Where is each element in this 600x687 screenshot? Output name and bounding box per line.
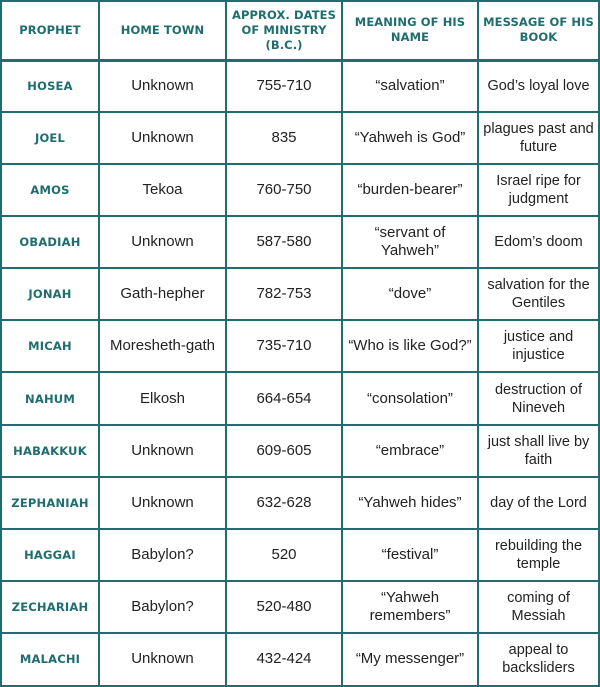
home-town-cell: Tekoa	[99, 164, 226, 216]
table-row	[2, 112, 598, 164]
dates-cell: 664-654	[226, 372, 342, 424]
message-cell: rebuilding the temple	[478, 529, 598, 581]
home-town-cell: Elkosh	[99, 372, 226, 424]
dates-cell: 755-710	[226, 60, 342, 112]
dates-cell: 782-753	[226, 268, 342, 320]
home-town-cell: Unknown	[99, 633, 226, 685]
table-row	[2, 268, 598, 320]
prophet-cell: ZECHARIAH	[2, 581, 99, 633]
dates-cell: 609-605	[226, 425, 342, 477]
table-row	[2, 477, 598, 529]
table-header	[2, 2, 598, 60]
table-row	[2, 633, 598, 685]
dates-cell: 735-710	[226, 320, 342, 372]
message-cell: day of the Lord	[478, 477, 598, 529]
home-town-cell: Unknown	[99, 60, 226, 112]
message-cell: appeal to backsliders	[478, 633, 598, 685]
meaning-cell: “burden-bearer”	[342, 164, 478, 216]
message-cell: Israel ripe for judgment	[478, 164, 598, 216]
meaning-cell: “festival”	[342, 529, 478, 581]
header-meaning: MEANING OF HIS NAME	[342, 2, 478, 60]
meaning-cell: “Yahweh remembers”	[342, 581, 478, 633]
prophet-cell: HAGGAI	[2, 529, 99, 581]
meaning-cell: “Yahweh is God”	[342, 112, 478, 164]
dates-cell: 632-628	[226, 477, 342, 529]
meaning-cell: “consolation”	[342, 372, 478, 424]
header-home-town: HOME TOWN	[99, 2, 226, 60]
message-cell: Edom’s doom	[478, 216, 598, 268]
home-town-cell: Unknown	[99, 477, 226, 529]
message-cell: God’s loyal love	[478, 60, 598, 112]
dates-cell: 760-750	[226, 164, 342, 216]
meaning-cell: “salvation”	[342, 60, 478, 112]
minor-prophets-table	[2, 2, 598, 685]
home-town-cell: Unknown	[99, 216, 226, 268]
prophet-cell: NAHUM	[2, 372, 99, 424]
meaning-cell: “servant of Yahweh”	[342, 216, 478, 268]
dates-cell: 587-580	[226, 216, 342, 268]
prophet-cell: HOSEA	[2, 60, 99, 112]
dates-cell: 520	[226, 529, 342, 581]
header-message: MESSAGE OF HIS BOOK	[478, 2, 598, 60]
prophet-cell: AMOS	[2, 164, 99, 216]
table-row	[2, 581, 598, 633]
header-prophet: PROPHET	[2, 2, 99, 60]
dates-cell: 835	[226, 112, 342, 164]
meaning-cell: “Who is like God?”	[342, 320, 478, 372]
home-town-cell: Unknown	[99, 425, 226, 477]
meaning-cell: “embrace”	[342, 425, 478, 477]
table-row	[2, 164, 598, 216]
meaning-cell: “dove”	[342, 268, 478, 320]
prophet-cell: JOEL	[2, 112, 99, 164]
table-body	[2, 60, 598, 685]
message-cell: just shall live by faith	[478, 425, 598, 477]
home-town-cell: Unknown	[99, 112, 226, 164]
message-cell: salvation for the Gentiles	[478, 268, 598, 320]
header-row	[2, 2, 598, 60]
meaning-cell: “Yahweh hides”	[342, 477, 478, 529]
prophet-cell: HABAKKUK	[2, 425, 99, 477]
table-row	[2, 60, 598, 112]
home-town-cell: Babylon?	[99, 581, 226, 633]
message-cell: justice and injustice	[478, 320, 598, 372]
table-row	[2, 529, 598, 581]
prophet-cell: MALACHI	[2, 633, 99, 685]
table-row	[2, 425, 598, 477]
table-row	[2, 320, 598, 372]
prophet-cell: MICAH	[2, 320, 99, 372]
header-dates: APPROX. DATES OF MINISTRY (B.C.)	[226, 2, 342, 60]
dates-cell: 520-480	[226, 581, 342, 633]
meaning-cell: “My messenger”	[342, 633, 478, 685]
prophet-cell: JONAH	[2, 268, 99, 320]
home-town-cell: Gath-hepher	[99, 268, 226, 320]
message-cell: destruction of Nineveh	[478, 372, 598, 424]
table-row	[2, 372, 598, 424]
message-cell: plagues past and future	[478, 112, 598, 164]
prophet-cell: OBADIAH	[2, 216, 99, 268]
message-cell: coming of Messiah	[478, 581, 598, 633]
home-town-cell: Moresheth-gath	[99, 320, 226, 372]
dates-cell: 432-424	[226, 633, 342, 685]
home-town-cell: Babylon?	[99, 529, 226, 581]
table-row	[2, 216, 598, 268]
prophet-cell: ZEPHANIAH	[2, 477, 99, 529]
